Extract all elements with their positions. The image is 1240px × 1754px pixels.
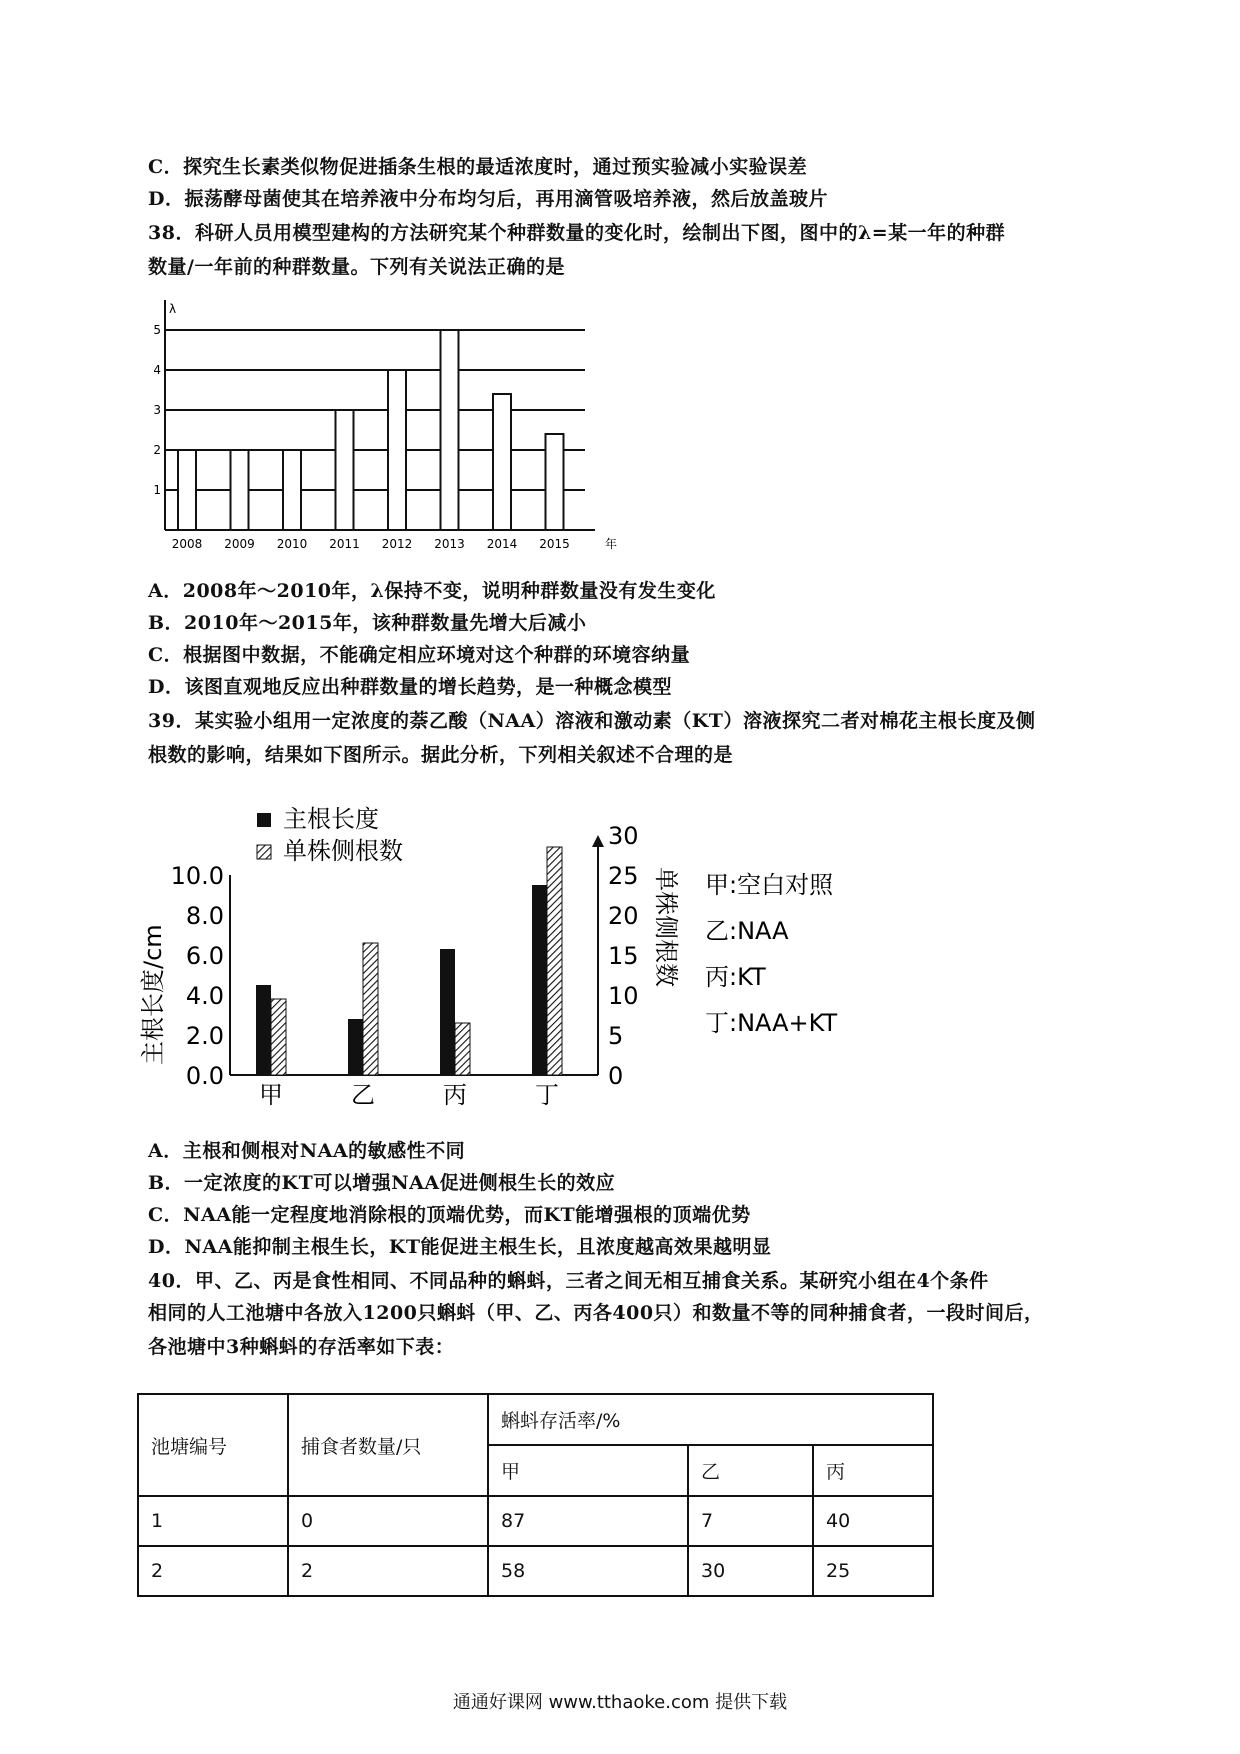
legend-label: 单株侧根数	[283, 837, 403, 865]
left-tick-label: 0.0	[185, 1062, 224, 1090]
treatment-note: 丙:KT	[705, 963, 766, 991]
question-39-stem-2: 根数的影响，结果如下图所示。据此分析，下列相关叙述不合理的是	[148, 744, 734, 766]
table-header-bing: 丙	[813, 1445, 933, 1496]
left-tick-label: 4.0	[185, 982, 224, 1010]
right-tick-label: 0	[608, 1062, 624, 1090]
left-tick-label: 6.0	[185, 942, 224, 970]
question-39-stem-1: 39．某实验小组用一定浓度的萘乙酸（NAA）溶液和激动素（KT）溶液探究二者对棉花主根长度及侧	[148, 710, 1036, 732]
y-tick-label: 5	[153, 323, 161, 337]
option-b-39: B．一定浓度的KT可以增强NAA促进侧根生长的效应	[148, 1172, 616, 1194]
x-tick-label: 2013	[434, 537, 465, 551]
table-cell: 40	[813, 1496, 933, 1546]
bar	[231, 450, 249, 530]
option-d-39: D．NAA能抑制主根生长，KT能促进主根生长，且浓度越高效果越明显	[148, 1236, 772, 1258]
table-cell: 0	[288, 1496, 488, 1546]
table-cell: 30	[688, 1546, 813, 1596]
x-tick-label: 丙	[443, 1081, 467, 1109]
bar-main-root	[440, 949, 455, 1075]
left-axis-label: 主根长度/cm	[139, 924, 167, 1065]
treatment-note: 甲:空白对照	[705, 871, 834, 899]
x-axis-label: 年	[605, 537, 618, 551]
y-tick-label: 1	[153, 483, 161, 497]
table-cell: 7	[688, 1496, 813, 1546]
question-38-stem-1: 38．科研人员用模型建构的方法研究某个种群数量的变化时，绘制出下图，图中的λ=某一年的种群	[148, 222, 1006, 244]
left-tick-label: 2.0	[185, 1022, 224, 1050]
right-axis-arrow	[592, 835, 604, 847]
question-40-stem-1: 40．甲、乙、丙是食性相同、不同品种的蝌蚪，三者之间无相互捕食关系。某研究小组在4个条件	[148, 1270, 989, 1292]
x-tick-label: 2010	[276, 537, 308, 551]
x-tick-label: 2012	[381, 537, 413, 551]
right-tick-label: 30	[608, 822, 639, 850]
option-a-39: A．主根和侧根对NAA的敏感性不同	[148, 1140, 466, 1162]
left-tick-label: 10.0	[170, 862, 224, 890]
y-tick-label: 3	[153, 403, 161, 417]
bar	[178, 450, 196, 530]
option-d-37: D．振荡酵母菌使其在培养液中分布均匀后，再用滴管吸培养液，然后放盖玻片	[148, 188, 828, 210]
option-c-39: C．NAA能一定程度地消除根的顶端优势，而KT能增强根的顶端优势	[148, 1204, 751, 1226]
legend-swatch-lateral-root	[257, 845, 271, 859]
left-tick-label: 8.0	[185, 902, 224, 930]
table-header-predator: 捕食者数量/只	[288, 1394, 488, 1496]
option-b-38: B．2010年～2015年，该种群数量先增大后减小	[148, 612, 587, 634]
question-40-stem-3: 各池塘中3种蝌蚪的存活率如下表：	[148, 1336, 455, 1358]
table-header-jia: 甲	[488, 1445, 688, 1496]
x-tick-label: 2011	[329, 537, 360, 551]
table-cell: 2	[288, 1546, 488, 1596]
x-tick-label: 2009	[224, 537, 255, 551]
table-header-pond: 池塘编号	[138, 1394, 288, 1496]
table-cell: 58	[488, 1546, 688, 1596]
table-row	[138, 1496, 933, 1546]
page-footer: 通通好课网 www.tthaoke.com 提供下载	[452, 1692, 788, 1713]
option-c-38: C．根据图中数据，不能确定相应环境对这个种群的环境容纳量	[148, 644, 691, 666]
bar-lateral-root	[547, 847, 562, 1075]
bar-main-root	[348, 1019, 363, 1075]
bar-main-root	[256, 985, 271, 1075]
right-axis-label: 单株侧根数	[652, 867, 680, 987]
right-tick-label: 25	[608, 862, 639, 890]
right-tick-label: 5	[608, 1022, 624, 1050]
right-tick-label: 10	[608, 982, 639, 1010]
question-40-stem-2: 相同的人工池塘中各放入1200只蝌蚪（甲、乙、丙各400只）和数量不等的同种捕食者，一段时间后，	[148, 1302, 1044, 1324]
bar	[441, 330, 459, 530]
y-axis-label: λ	[169, 302, 177, 316]
bar	[283, 450, 301, 530]
right-tick-label: 15	[608, 942, 639, 970]
table-cell: 2	[138, 1546, 288, 1596]
x-tick-label: 甲	[259, 1081, 283, 1109]
bar-lateral-root	[363, 943, 378, 1075]
survival-table	[137, 1393, 934, 1597]
x-tick-label: 丁	[535, 1081, 559, 1109]
bar-lateral-root	[271, 999, 286, 1075]
bar	[336, 410, 354, 530]
table-cell: 1	[138, 1496, 288, 1546]
table-header-survival: 蝌蚪存活率/%	[488, 1394, 933, 1445]
table-row	[138, 1546, 933, 1596]
bar	[388, 370, 406, 530]
legend-swatch-main-root	[257, 813, 271, 827]
option-a-38: A．2008年～2010年，λ保持不变，说明种群数量没有发生变化	[148, 580, 716, 602]
x-tick-label: 2014	[486, 537, 518, 551]
option-c-37: C．探究生长素类似物促进插条生根的最适浓度时，通过预实验减小实验误差	[148, 156, 808, 178]
table-header-yi: 乙	[688, 1445, 813, 1496]
right-tick-label: 20	[608, 902, 639, 930]
table-cell: 87	[488, 1496, 688, 1546]
lambda-bar-chart	[150, 285, 618, 555]
x-tick-label: 2008	[171, 537, 203, 551]
y-tick-label: 2	[153, 443, 161, 457]
treatment-note: 丁:NAA+KT	[705, 1009, 838, 1037]
root-length-bar-chart	[139, 795, 925, 1115]
x-tick-label: 乙	[351, 1081, 375, 1109]
table-cell: 25	[813, 1546, 933, 1596]
option-d-38: D．该图直观地反应出种群数量的增长趋势，是一种概念模型	[148, 676, 672, 698]
legend-label: 主根长度	[283, 805, 379, 833]
treatment-note: 乙:NAA	[705, 917, 789, 945]
bar-main-root	[532, 885, 547, 1075]
question-38-stem-2: 数量/一年前的种群数量。下列有关说法正确的是	[148, 256, 565, 278]
bar	[546, 434, 564, 530]
x-tick-label: 2015	[539, 537, 570, 551]
y-tick-label: 4	[153, 363, 161, 377]
bar-lateral-root	[455, 1023, 470, 1075]
bar	[493, 394, 511, 530]
